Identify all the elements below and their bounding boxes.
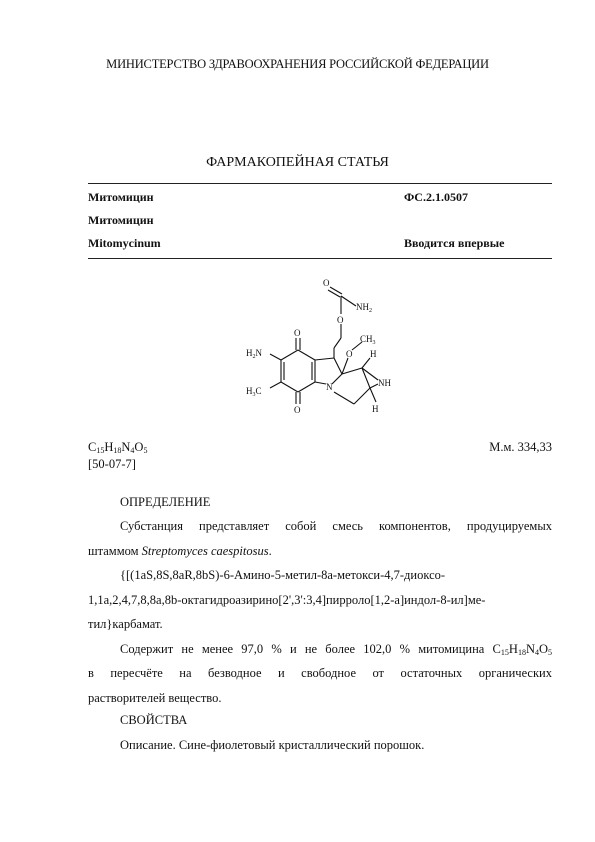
title-row-1: [88, 190, 552, 205]
drug-name-ru-2: Митомицин: [88, 213, 154, 227]
label-nh2: $NH_2$: [356, 302, 372, 314]
label-o-methoxy: O: [346, 349, 353, 359]
iupac-line3: тил}карбамат.: [88, 617, 163, 631]
iupac-line2: 1,1a,2,4,7,8,8a,8b-октагидроазирино[2',3':3,4]пирроло[1,2-a]индол-8-ил]ме-: [88, 592, 486, 607]
label-o-ester: O: [337, 315, 344, 325]
label-o-quinone-top: O: [294, 328, 301, 338]
title-row-2: [88, 213, 552, 228]
ministry-header: МИНИСТЕРСТВО ЗДРАВООХРАНЕНИЯ РОССИЙСКОЙ ФЕДЕРАЦИИ: [106, 57, 489, 71]
description-text: Описание. Сине-фиолетовый кристаллический порошок.: [120, 738, 425, 752]
molecular-mass: М.м. 334,33: [489, 440, 552, 454]
drug-name-latin: Mitomycinum: [88, 236, 161, 250]
content-line2: в пересчёте на безводное и свободное от остаточных органических: [88, 666, 552, 680]
bottom-rule: [88, 258, 552, 259]
properties-heading: СВОЙСТВА: [120, 713, 188, 727]
content-line1: Содержит не менее 97,0 % и не более 102,0 % митомицина $C_{15}H_{18}N_4O_5$: [120, 641, 552, 657]
cas-number: [50-07-7]: [88, 457, 136, 471]
label-o-quinone-bottom: O: [294, 405, 301, 415]
label-h-top: H: [370, 349, 377, 359]
label-h2n: $H_2N$: [246, 348, 262, 360]
definition-heading: ОПРЕДЕЛЕНИЕ: [120, 495, 211, 509]
iupac-line1: {[(1aS,8S,8aR,8bS)-6-Амино-5-метил-8а-метокси-4,7-диоксо-: [120, 568, 446, 582]
label-h-bottom: H: [372, 404, 379, 414]
properties-body: [88, 733, 552, 758]
title-row-3: [88, 236, 552, 251]
label-h3c: $H_3C$: [246, 386, 262, 398]
label-ch3: $CH_3$: [360, 334, 376, 346]
content-line3: растворителей вещество.: [88, 690, 222, 705]
structural-formula: [230, 270, 420, 435]
definition-body: [88, 514, 552, 710]
introduction-status: Вводится впервые: [404, 236, 505, 250]
definition-p1-line1: Субстанция представляет собой смесь компонентов, продуцируемых: [120, 519, 552, 533]
label-nh-aziridine: NH: [378, 378, 391, 388]
definition-p1-line2: штаммом Streptomyces caespitosus.: [88, 543, 272, 558]
top-rule: [88, 183, 552, 184]
label-n-ring: N: [326, 382, 333, 392]
document-type-title: ФАРМАКОПЕЙНАЯ СТАТЬЯ: [206, 155, 389, 170]
molecular-formula: $C_{15}H_{18}N_4O_5$: [88, 440, 148, 455]
document-code: ФС.2.1.0507: [404, 190, 468, 204]
label-o-carbamate: O: [323, 278, 330, 288]
drug-name-ru-1: Митомицин: [88, 190, 154, 204]
